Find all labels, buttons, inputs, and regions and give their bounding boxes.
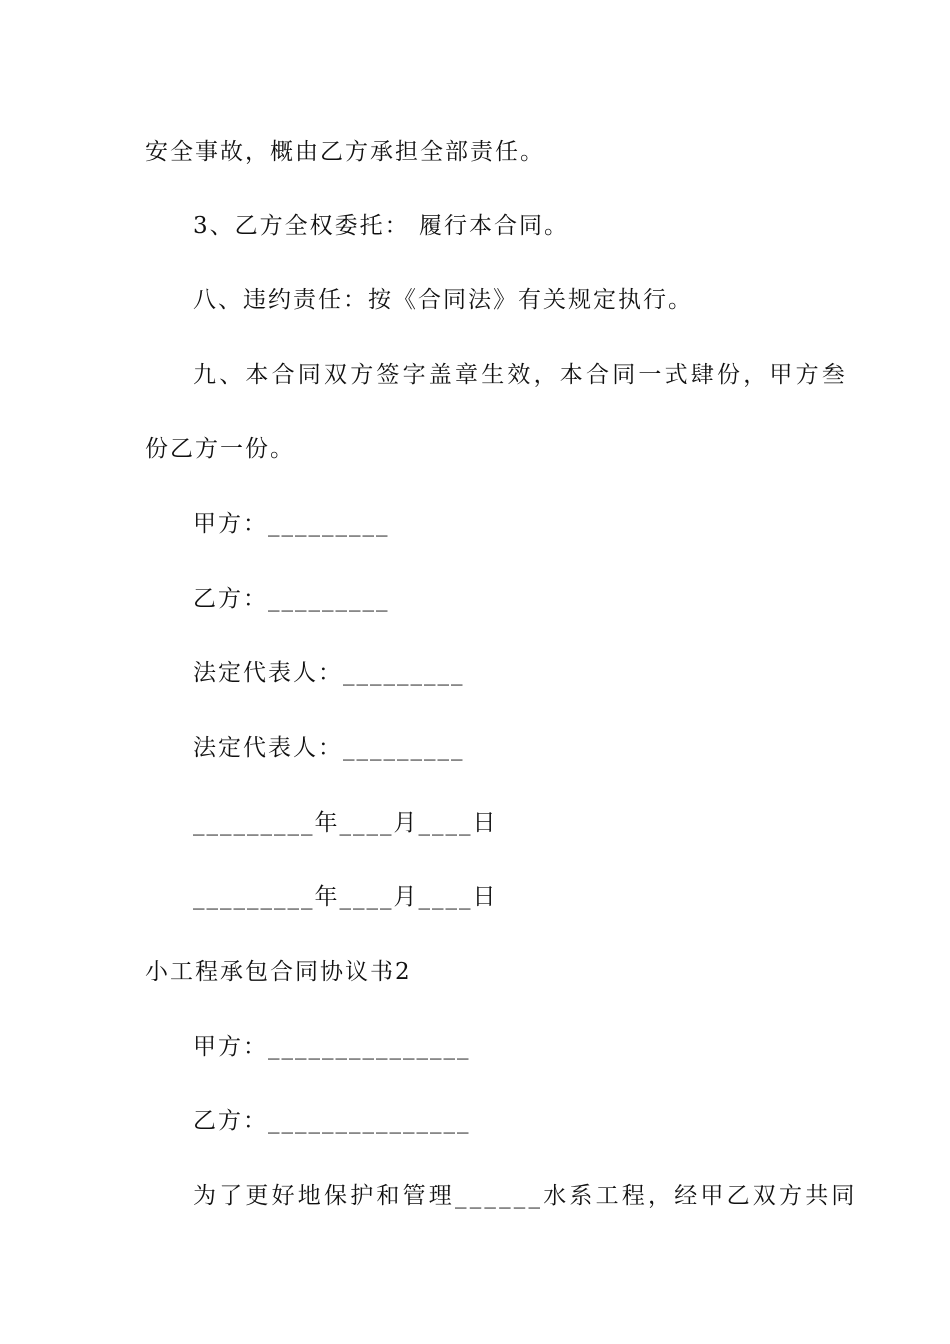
signature-date-b: _________年____月____日 xyxy=(193,884,498,910)
contract-party-a: 甲方：_______________ xyxy=(193,1034,471,1060)
section-title: 小工程承包合同协议书2 xyxy=(145,959,412,985)
text-line-clause-9-continued: 份乙方一份。 xyxy=(145,436,295,462)
text-line-clause-3: 3、乙方全权委托： 履行本合同。 xyxy=(193,213,569,239)
signature-party-a: 甲方：_________ xyxy=(193,511,390,537)
contract-party-b: 乙方：_______________ xyxy=(193,1108,471,1134)
signature-party-b: 乙方：_________ xyxy=(193,586,390,612)
signature-legal-representative-a: 法定代表人：_________ xyxy=(193,660,465,686)
text-line-safety-accident: 安全事故，概由乙方承担全部责任。 xyxy=(145,139,545,165)
text-line-clause-8: 八、违约责任：按《合同法》有关规定执行。 xyxy=(193,287,693,313)
signature-date-a: _________年____月____日 xyxy=(193,810,498,836)
signature-legal-representative-b: 法定代表人：_________ xyxy=(193,735,465,761)
text-line-clause-9: 九、本合同双方签字盖章生效，本合同一式肆份，甲方叁 xyxy=(193,362,848,388)
text-line-purpose: 为了更好地保护和管理______水系工程，经甲乙双方共同 xyxy=(193,1183,858,1209)
